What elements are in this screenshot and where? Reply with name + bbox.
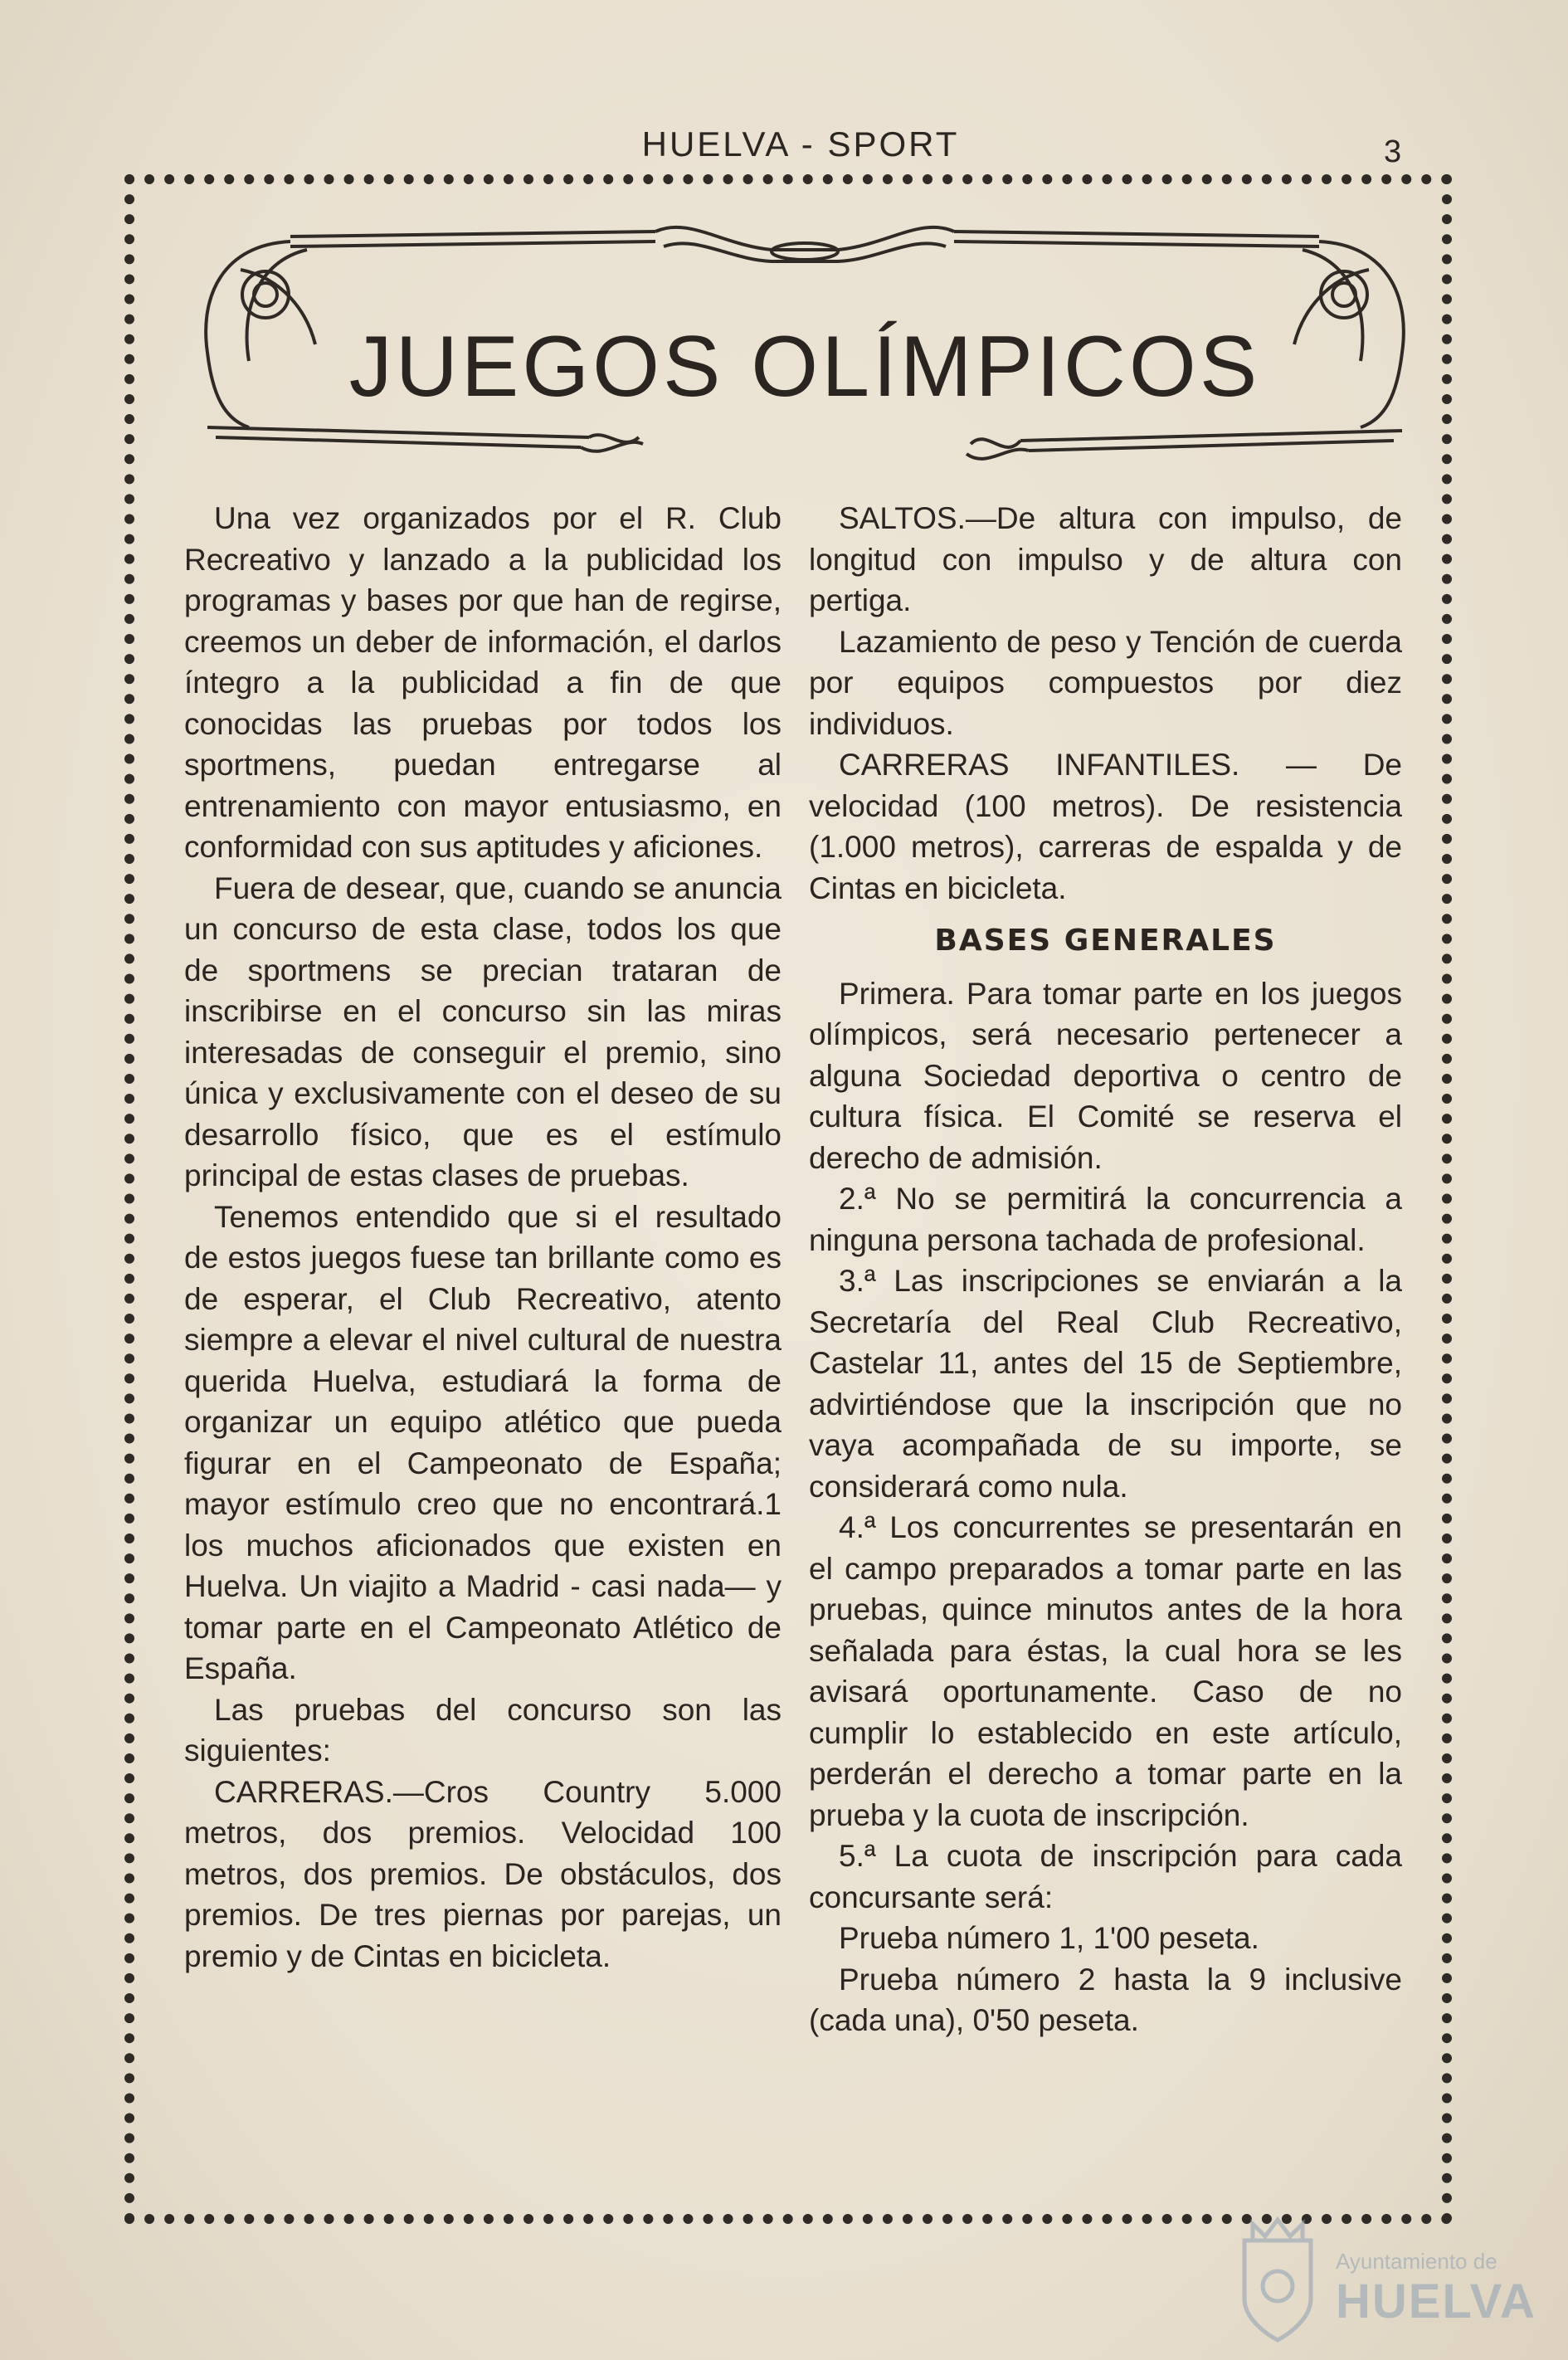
- paragraph: Lazamiento de peso y Tención de cuerda por equipos compuestos por diez individuos.: [809, 624, 1402, 741]
- paragraph: 3.ª Las inscripciones se enviarán a la Secretaría del Real Club Recreativo, Castelar 11, antes del 15 de Septiembre, advirtiéndose que la inscripción que no vaya acompañada de su importe, se considerará como nula.: [809, 1264, 1402, 1504]
- article-title: JUEGOS OLÍMPICOS: [348, 319, 1261, 415]
- paragraph: Las pruebas del concurso son las siguientes:: [184, 1692, 782, 1768]
- watermark-top-text: Ayuntamiento de: [1336, 2249, 1497, 2274]
- paragraph: Una vez organizados por el R. Club Recreativo y lanzado a la publicidad los programas y bases por que han de regirse, creemos un deber de información, el darlos íntegro a la publicidad a fin de que conocidas las pruebas por todos los sportmens, puedan entregarse al entrenamiento con mayor entusiasmo, en conformidad con sus aptitudes y aficiones.: [184, 501, 782, 864]
- paragraph: 2.ª No se permitirá la concurrencia a ninguna persona tachada de profesional.: [809, 1182, 1402, 1257]
- watermark: [1220, 2191, 1536, 2357]
- page-number: 3: [1384, 134, 1402, 169]
- paragraph: Fuera de desear, que, cuando se anuncia un concurso de esta clase, todos los que de sportmens se precian trataran de inscribirse en el concurso sin las miras interesadas de conseguir el premio, sino única y exclusivamente con el deseo de su desarrollo físico, que es el estímulo principal de estas clases de pruebas.: [184, 870, 782, 1192]
- section-heading: BASES GENERALES: [934, 924, 1277, 958]
- paragraph: 4.ª Los concurrentes se presentarán en el campo preparados a tomar parte en las pruebas, quince minutos antes de la hora señalada para éstas, la cual hora se les avisará oportunamente. Caso de no cumplir lo establecido en este artículo, perderán el derecho a tomar parte en la prueba y la cuota de inscripción.: [809, 1510, 1402, 1832]
- paragraph: Tenemos entendido que si el resultado de estos juegos fuese tan brillante como es de esperar, el Club Recreativo, atento siempre a elevar el nivel cultural de nuestra querida Huelva, estudiará la forma de organizar un equipo atlético que pueda figurar en el Campeonato de España; mayor estímulo creo que no encontrará.1 los muchos aficionados que existen en Huelva. Un viajito a Madrid - casi nada— y tomar parte en el Campeonato Atlético de España.: [184, 1199, 782, 1685]
- left-column: [184, 498, 782, 1977]
- running-title: HUELVA - SPORT: [641, 124, 960, 163]
- paragraph: Prueba número 2 hasta la 9 inclusive (cada una), 0'50 peseta.: [809, 1962, 1402, 2037]
- right-column: [809, 498, 1402, 2041]
- paragraph: CARRERAS.—Cros Country 5.000 metros, dos premios. Velocidad 100 metros, dos premios. De obstáculos, dos premios. De tres piernas por parejas, un premio y de Cintas en bicicleta.: [184, 1774, 782, 1973]
- paragraph: 5.ª La cuota de inscripción para cada concursante será:: [809, 1839, 1402, 1914]
- watermark-main-text: HUELVA: [1336, 2275, 1536, 2328]
- paragraph: CARRERAS INFANTILES. — De velocidad (100 metros). De resistencia (1.000 metros), carreras de espalda y de Cintas en bicicleta.: [809, 748, 1402, 905]
- coat-of-arms-icon: [1228, 2207, 1327, 2348]
- paragraph: Prueba número 1, 1'00 peseta.: [839, 1921, 1259, 1955]
- paragraph: SALTOS.—De altura con impulso, de longitud con impulso y de altura con pertiga.: [809, 501, 1402, 617]
- paragraph: Primera. Para tomar parte en los juegos olímpicos, será necesario pertenecer a alguna Sociedad deportiva o centro de cultura física. El Comité se reserva el derecho de admisión.: [809, 976, 1402, 1175]
